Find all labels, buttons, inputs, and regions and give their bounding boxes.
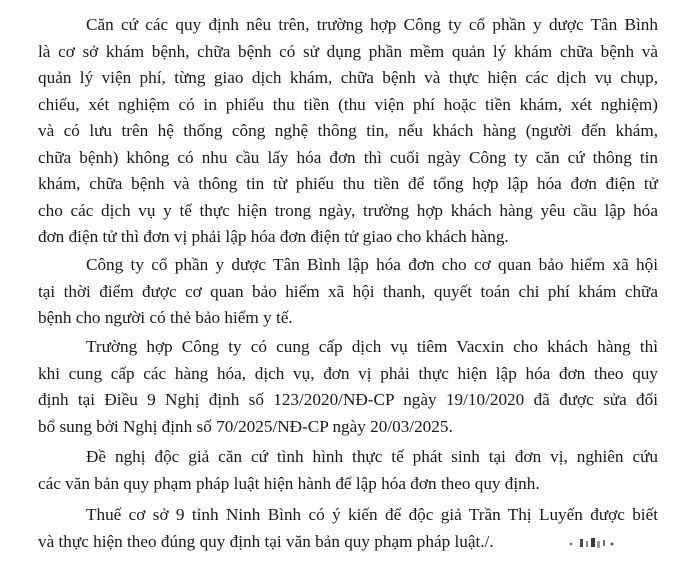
text-line: các văn bản quy phạm pháp luật hiện hành để lập hóa đơn theo quy định. <box>38 473 540 493</box>
paragraph-1 <box>38 12 658 251</box>
text-line: chiếu, xét nghiệm có in phiếu thu tiền (thu viện phí hoặc tiền khám, xét nghiệm) <box>38 94 658 114</box>
smudge-mark-icon <box>566 536 620 550</box>
paragraph-3 <box>38 334 658 440</box>
text-line: Công ty cổ phần y dược Tân Bình lập hóa đơn cho cơ quan bảo hiểm xã hội <box>86 255 658 274</box>
text-line: Trường hợp Công ty có cung cấp dịch vụ tiêm Vacxin cho khách hàng thì <box>86 337 658 356</box>
text-line: bổ sung bởi Nghị định số 70/2025/NĐ-CP ngày 20/03/2025. <box>38 416 453 436</box>
text-line: Thuế cơ sở 9 tỉnh Ninh Bình có ý kiến để độc giả Trần Thị Luyến được biết <box>86 505 658 524</box>
text-line: là cơ sở khám bệnh, chữa bệnh có sử dụng phần mềm quản lý khám chữa bệnh và <box>38 41 658 61</box>
text-line: và có lưu trên hệ thống công nghệ thông tin, nếu khách hàng (người đến khám, <box>38 121 658 140</box>
text-line: đơn điện tử thì đơn vị phải lập hóa đơn điện tử giao cho khách hàng. <box>38 227 509 246</box>
text-line: Căn cứ các quy định nêu trên, trường hợp Công ty cổ phần y dược Tân Bình <box>86 15 658 34</box>
text-line: quản lý viện phí, từng giao dịch khám, chữa bệnh và thực hiện các dịch vụ chụp, <box>38 68 658 87</box>
text-line: chữa bệnh) không có nhu cầu lấy hóa đơn thì cuối ngày Công ty căn cứ thông tin <box>38 147 658 167</box>
text-line: định tại Điều 9 Nghị định số 123/2020/NĐ-CP ngày 19/10/2020 đã được sửa đổi <box>38 390 658 409</box>
text-line: Đề nghị độc giả căn cứ tình hình thực tế phát sinh tại đơn vị, nghiên cứu <box>86 447 658 466</box>
paragraph-4 <box>38 444 658 497</box>
paragraph-5 <box>38 502 658 555</box>
text-line: khi cung cấp các hàng hóa, dịch vụ, đơn vị phải thực hiện lập hóa đơn theo quy <box>38 363 658 383</box>
text-line: cho các dịch vụ y tế thực hiện trong ngày, trường hợp khách hàng yêu cầu lập hóa <box>38 200 658 220</box>
text-line: tại thời điểm được cơ quan bảo hiểm xã hội thanh, quyết toán chi phí khám chữa <box>38 281 658 301</box>
text-line: khám, chữa bệnh và thông tin từ phiếu thu tiền để tổng hợp lập hóa đơn điện tử <box>38 174 658 193</box>
paragraph-2 <box>38 252 658 332</box>
text-line: và thực hiện theo đúng quy định tại văn bản quy phạm pháp luật./. <box>38 531 494 551</box>
text-line: bệnh cho người có thẻ bảo hiểm y tế. <box>38 308 293 327</box>
